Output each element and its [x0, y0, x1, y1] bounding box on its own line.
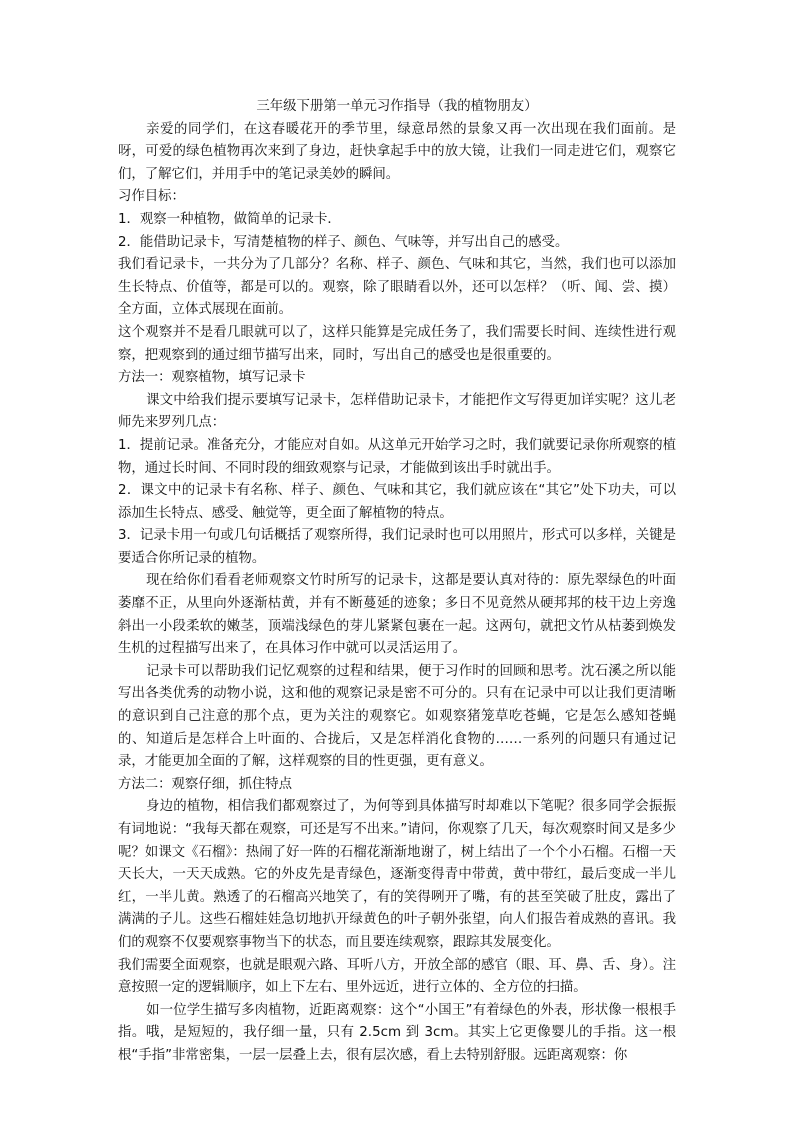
- paragraph: 现在给你们看看老师观察文竹时所写的记录卡，这都是要认真对待的：原先翠绿色的叶面萎靡不正，从里向外逐渐枯黄，并有不断蔓延的迹象；多日不见竟然从硬邦邦的枝干边上旁逸斜出一小段柔软的嫩茎，顶端浅绿色的芽儿紧紧包裹在一起。这两句，就把文竹从枯萎到焕发生机的过程描写出来了，在具体习作中就可以灵活运用了。: [118, 573, 676, 657]
- paragraph: 如一位学生描写多肉植物，近距离观察：这个“小国王”有着绿色的外表，形状像一根根手指。哦，是短短的，我仔细一量，只有 2.5cm 到 3cm。其实上它更像婴儿的手指。这一根根“手指”非常密集，一层一层叠上去，很有层次感，看上去特别舒服。远距离观察：你: [118, 1002, 676, 1063]
- paragraph: 习作目标：: [118, 189, 185, 205]
- paragraph: 方法一：观察植物，填写记录卡: [118, 370, 306, 386]
- paragraph: 1．提前记录。准备充分，才能应对自如。从这单元开始学习之时，我们就要记录你所观察的植物，通过长时间、不同时段的细致观察与记录，才能做到该出手时就出手。: [118, 437, 676, 476]
- paragraph: 我们看记录卡，一共分为了几部分？名称、样子、颜色、气味和其它，当然，我们也可以添加生长特点、价值等，都是可以的。观察，除了眼睛看以外，还可以怎样？（听、闻、尝、摸）全方面，立体式展现在面前。: [118, 257, 676, 318]
- paragraph: 2．能借助记录卡，写清楚植物的样子、颜色、气味等，并写出自己的感受。: [118, 234, 569, 250]
- paragraph: 亲爱的同学们，在这春暖花开的季节里，绿意昂然的景象又再一次出现在我们面前。是呀，可爱的绿色植物再次来到了身边，赶快拿起手中的放大镜，让我们一同走进它们，观察它们，了解它们，并用手中的笔记录美妙的瞬间。: [118, 121, 676, 182]
- paragraph: 3．记录卡用一句或几句话概括了观察所得，我们记录时也可以用照片，形式可以多样，关键是要适合你所记录的植物。: [118, 528, 676, 566]
- paragraph: 课文中给我们提示要填写记录卡，怎样借助记录卡，才能把作文写得更加详实呢？这儿老师先来罗列几点：: [118, 392, 676, 431]
- document-page: [118, 96, 676, 1068]
- paragraph: 我们需要全面观察，也就是眼观六路、耳听八方，开放全部的感官（眼、耳、鼻、舌、身）。注意按照一定的逻辑顺序，如上下左右、里外远近，进行立体的、全方位的扫描。: [118, 957, 676, 996]
- paragraph: 身边的植物，相信我们都观察过了，为何等到具体描写时却难以下笔呢？很多同学会振振有词地说：“我每天都在观察，可还是写不出来。”请问，你观察了几天，每次观察时间又是多少呢？如课文《石榴》：热闹了好一阵的石榴花渐渐地谢了，树上结出了一个个小石榴。石榴一天天长大，一天天成熟。它的外皮先是青绿色，逐渐变得青中带黄，黄中带红，最后变成一半儿红，一半儿黄。熟透了的石榴高兴地笑了，有的笑得咧开了嘴，有的甚至笑破了肚皮，露出了满满的子儿。这些石榴娃娃急切地扒开绿黄色的叶子朝外张望，向人们报告着成熟的喜讯。我们的观察不仅要观察事物当下的状态，而且要连续观察，跟踪其发展变化。: [118, 799, 676, 950]
- paragraph: 记录卡可以帮助我们记忆观察的过程和结果，便于习作时的回顾和思考。沈石溪之所以能写出各类优秀的动物小说，这和他的观察记录是密不可分的。只有在记录中可以让我们更清晰的意识到自己注意的那个点，更为关注的观察它。如观察猪笼草吃苍蝇，它是怎么感知苍蝇的、知道后是怎样合上叶面的、合拢后，又是怎样消化食物的……一系列的问题只有通过记录，才能更加全面的了解，这样观察的目的性更强，更有意义。: [118, 663, 676, 770]
- paragraph: 方法二：观察仔细，抓住特点: [118, 776, 293, 792]
- paragraph: 2．课文中的记录卡有名称、样子、颜色、气味和其它，我们就应该在“其它”处下功夫，可以添加生长特点、感受、触觉等，更全面了解植物的特点。: [118, 483, 676, 521]
- paragraph: 这个观察并不是看几眼就可以了，这样只能算是完成任务了，我们需要长时间、连续性进行观察，把观察到的通过细节描写出来，同时，写出自己的感受也是很重要的。: [118, 324, 676, 363]
- document-title: 三年级下册第一单元习作指导（我的植物朋友）: [256, 99, 538, 114]
- document-body: [118, 119, 676, 1068]
- paragraph: 1．观察一种植物，做简单的记录卡．: [118, 211, 341, 227]
